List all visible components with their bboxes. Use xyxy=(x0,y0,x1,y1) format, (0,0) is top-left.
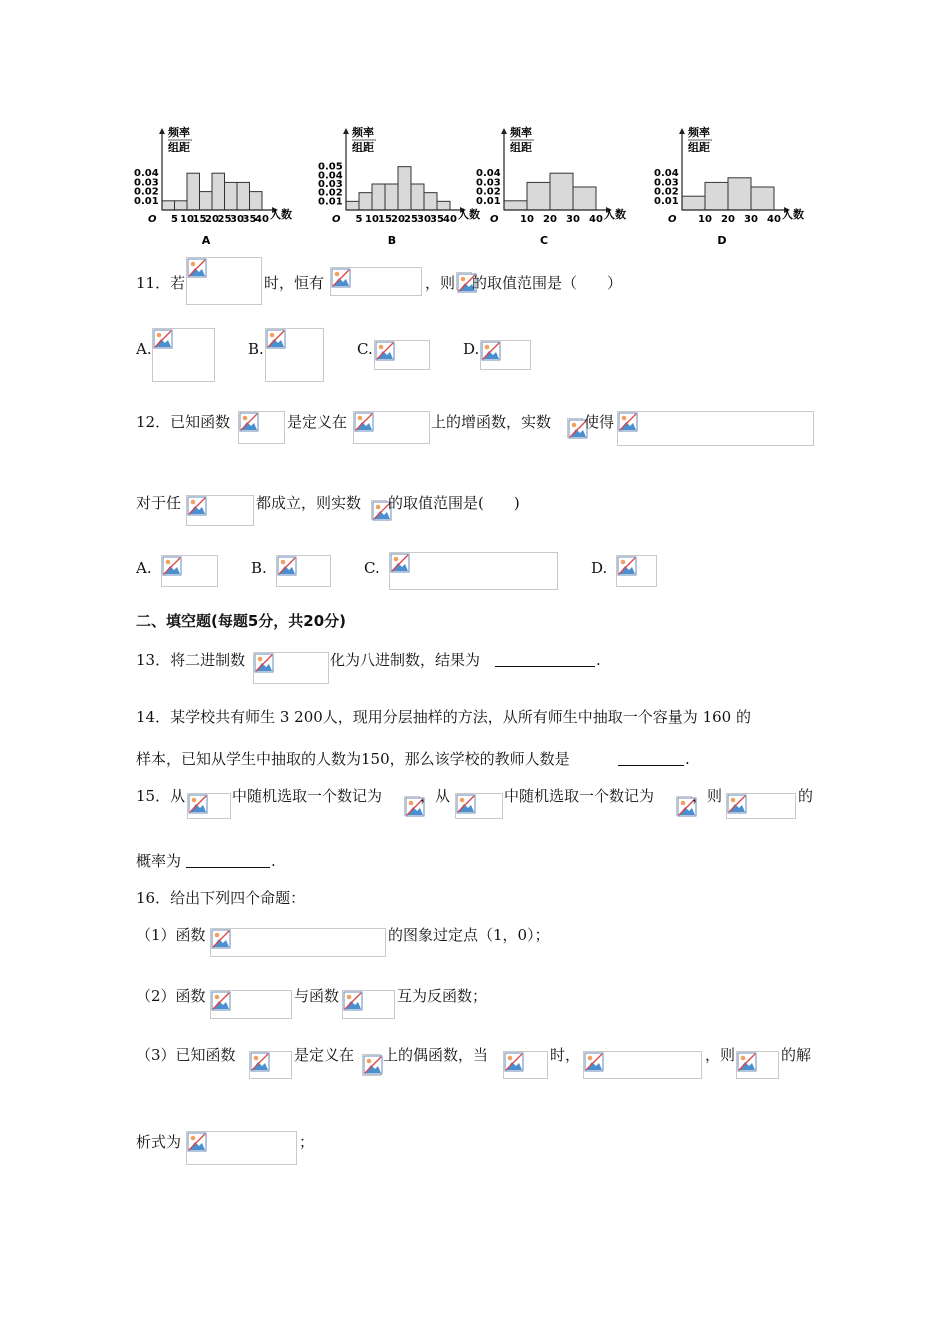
q16-p1-a: （1）函数 xyxy=(136,926,206,944)
formula-image xyxy=(276,555,331,587)
x-tick-label: 20 xyxy=(543,214,557,225)
q11-option-d: D. xyxy=(463,340,480,358)
y-axis-arrow xyxy=(501,128,507,134)
q13-text-1: 化为八进制数，结果为 xyxy=(330,651,481,669)
formula-image xyxy=(371,500,387,520)
broken-image-icon xyxy=(211,929,231,949)
histogram-bar xyxy=(372,184,385,210)
histogram-a xyxy=(128,120,298,250)
formula-image xyxy=(726,793,796,819)
q12-text-6: 的取值范围是( ) xyxy=(388,494,520,512)
formula-image xyxy=(455,793,503,819)
histogram-bar xyxy=(728,178,751,210)
histogram-bar xyxy=(705,182,728,210)
q15-text-4: ，则 xyxy=(692,787,723,805)
broken-image-icon xyxy=(187,258,207,278)
y-axis-label: 频率 xyxy=(688,126,710,139)
formula-image xyxy=(374,340,430,370)
chart-letter: D xyxy=(717,234,727,247)
q16-p2-c: 互为反函数； xyxy=(397,987,488,1005)
answer-blank xyxy=(618,751,684,766)
q14-line-2: 样本，已知从学生中抽取的人数为150，那么该学校的教师人数是 xyxy=(136,750,570,768)
broken-image-icon xyxy=(584,1052,604,1072)
formula-image xyxy=(389,552,558,590)
x-tick-label: 20 xyxy=(391,214,405,225)
y-tick-label: 0.02 xyxy=(134,186,159,198)
formula-image xyxy=(404,796,420,816)
q12-option-c: C. xyxy=(364,559,380,577)
q15-text-1: 中随机选取一个数记为 xyxy=(232,787,383,805)
broken-image-icon xyxy=(618,412,638,432)
q16-p3-g: 析式为 xyxy=(136,1133,182,1151)
broken-image-icon xyxy=(375,341,395,361)
q16-p2-b: 与函数 xyxy=(294,987,340,1005)
formula-image xyxy=(342,990,395,1019)
q16-p3-a: （3）已知函数 xyxy=(136,1046,236,1064)
formula-image xyxy=(617,411,814,446)
y-axis-label: 组距 xyxy=(688,141,710,154)
x-tick-label: 10 xyxy=(520,214,534,225)
histogram-bar xyxy=(225,182,238,210)
x-tick-label: 15 xyxy=(192,214,207,225)
histogram-bar xyxy=(424,193,437,210)
y-axis-label: 频率 xyxy=(510,126,532,139)
histogram-bar xyxy=(162,201,175,210)
formula-image xyxy=(210,990,292,1019)
x-tick-label: 20 xyxy=(205,214,219,225)
x-tick-label: 35 xyxy=(242,214,257,225)
y-axis-label: 频率 xyxy=(168,126,190,139)
y-axis-label: 组距 xyxy=(168,141,190,154)
q13-end: . xyxy=(596,651,601,669)
y-tick-label: 0.02 xyxy=(654,186,679,198)
q11-text-2: ，则 xyxy=(425,274,456,292)
formula-image xyxy=(330,267,422,296)
section-heading: 二、填空题(每题5分，共20分) xyxy=(136,612,347,630)
formula-image xyxy=(249,1051,292,1079)
histogram-bar xyxy=(411,184,424,210)
origin-label: O xyxy=(668,214,677,225)
q15-end: . xyxy=(271,852,276,870)
formula-image xyxy=(480,340,531,370)
chart-letter: A xyxy=(201,234,211,247)
x-tick-label: 40 xyxy=(443,214,457,225)
histogram-c xyxy=(476,120,636,250)
histogram-bar xyxy=(573,187,596,210)
broken-image-icon xyxy=(277,556,297,576)
x-tick-label: 10 xyxy=(698,214,712,225)
histogram-bar xyxy=(682,196,705,210)
broken-image-icon xyxy=(363,1055,383,1075)
q16-p3-d: 时， xyxy=(550,1046,581,1064)
histogram-bar xyxy=(200,192,213,210)
x-tick-label: 5 xyxy=(355,214,363,225)
formula-image xyxy=(210,928,386,957)
broken-image-icon xyxy=(354,412,374,432)
histogram-c-svg xyxy=(476,120,636,250)
x-axis-label: 人数 xyxy=(782,208,804,221)
histogram-bar xyxy=(175,201,188,210)
formula-image xyxy=(503,1051,548,1079)
histogram-b-svg xyxy=(318,120,488,250)
y-tick-label: 0.02 xyxy=(476,186,501,198)
x-tick-label: 30 xyxy=(417,214,431,225)
q16-title: 16．给出下列四个命题： xyxy=(136,889,306,907)
q12-text-4: 对于任 xyxy=(136,494,182,512)
y-axis-arrow xyxy=(159,128,165,134)
x-tick-label: 35 xyxy=(430,214,444,225)
formula-image xyxy=(567,418,583,438)
formula-image xyxy=(152,328,215,382)
origin-label: O xyxy=(490,214,499,225)
formula-image xyxy=(362,1054,381,1076)
x-tick-label: 25 xyxy=(404,214,418,225)
x-axis-label: 人数 xyxy=(458,208,480,221)
formula-image xyxy=(238,411,285,444)
histogram-bar xyxy=(437,201,450,210)
y-tick-label: 0.04 xyxy=(134,168,159,180)
broken-image-icon xyxy=(481,341,501,361)
y-tick-label: 0.02 xyxy=(318,187,343,199)
x-tick-label: 15 xyxy=(378,214,392,225)
x-axis-label: 人数 xyxy=(604,208,626,221)
broken-image-icon xyxy=(343,991,363,1011)
q16-p3-c: 上的偶函数，当 xyxy=(383,1046,489,1064)
histogram-bar xyxy=(346,201,359,210)
x-axis-label: 人数 xyxy=(270,208,292,221)
y-axis-label: 组距 xyxy=(352,141,374,154)
x-tick-label: 20 xyxy=(721,214,735,225)
q11-option-c: C. xyxy=(357,340,373,358)
q15-text-2: ，从 xyxy=(420,787,451,805)
q15-text-6: 概率为 xyxy=(136,852,182,870)
histogram-d xyxy=(650,120,810,250)
histogram-d-svg xyxy=(650,120,810,250)
q11-option-a: A. xyxy=(136,340,152,358)
q16-p3-b: 是定义在 xyxy=(294,1046,355,1064)
broken-image-icon xyxy=(188,794,208,814)
histogram-bar xyxy=(385,184,398,210)
histogram-bar xyxy=(359,193,372,210)
origin-label: O xyxy=(332,214,341,225)
broken-image-icon xyxy=(737,1052,757,1072)
q12-text-3: 使得 xyxy=(584,413,615,431)
histogram-bar xyxy=(250,192,263,210)
q15-text-3: 中随机选取一个数记为 xyxy=(504,787,655,805)
histogram-bar xyxy=(527,182,550,210)
chart-letter: B xyxy=(387,234,397,247)
formula-image xyxy=(187,793,231,819)
y-tick-label: 0.03 xyxy=(134,177,159,189)
q16-p2-a: （2）函数 xyxy=(136,987,206,1005)
histogram-a-svg xyxy=(128,120,298,250)
broken-image-icon xyxy=(456,794,476,814)
y-tick-label: 0.04 xyxy=(654,168,679,180)
histogram-bar xyxy=(550,173,573,210)
q16-p3-h: ； xyxy=(299,1133,315,1151)
broken-image-icon xyxy=(390,553,410,573)
y-tick-label: 0.01 xyxy=(318,196,343,208)
formula-image xyxy=(186,257,262,305)
x-tick-label: 40 xyxy=(589,214,603,225)
q12-option-a: A. xyxy=(136,559,152,577)
histogram-b xyxy=(318,120,488,250)
formula-image xyxy=(616,555,657,587)
y-tick-label: 0.04 xyxy=(318,170,343,182)
histogram-bar xyxy=(187,173,200,210)
formula-image xyxy=(736,1051,779,1079)
y-axis-label: 频率 xyxy=(352,126,374,139)
y-axis-arrow xyxy=(343,128,349,134)
q12-option-b: B. xyxy=(251,559,267,577)
q14-end: . xyxy=(685,750,690,768)
q11-text-1: 时，恒有 xyxy=(264,274,325,292)
x-tick-label: 25 xyxy=(217,214,232,225)
q12-text-2: 上的增函数，实数 xyxy=(431,413,552,431)
formula-image xyxy=(186,495,254,526)
formula-image xyxy=(456,272,472,290)
y-tick-label: 0.03 xyxy=(654,177,679,189)
broken-image-icon xyxy=(727,794,747,814)
broken-image-icon xyxy=(254,653,274,673)
formula-image xyxy=(253,652,329,684)
broken-image-icon xyxy=(211,991,231,1011)
y-tick-label: 0.01 xyxy=(134,195,159,207)
q16-p3-f: 的解 xyxy=(781,1046,812,1064)
formula-image xyxy=(186,1131,297,1165)
histogram-bar xyxy=(237,182,250,210)
histogram-bar xyxy=(504,201,527,210)
q11-option-b: B. xyxy=(248,340,264,358)
formula-image xyxy=(676,796,692,816)
broken-image-icon xyxy=(617,556,637,576)
q12-option-d: D. xyxy=(591,559,608,577)
y-tick-label: 0.04 xyxy=(476,168,501,180)
q15-number: 15．从 xyxy=(136,787,186,805)
x-tick-label: 30 xyxy=(566,214,580,225)
x-tick-label: 5 xyxy=(171,214,178,225)
y-tick-label: 0.03 xyxy=(476,177,501,189)
q11-number: 11．若 xyxy=(136,274,186,292)
histogram-bar xyxy=(212,173,225,210)
broken-image-icon xyxy=(187,496,207,516)
broken-image-icon xyxy=(153,329,173,349)
y-axis-arrow xyxy=(679,128,685,134)
broken-image-icon xyxy=(266,329,286,349)
x-tick-label: 10 xyxy=(365,214,379,225)
formula-image xyxy=(265,328,324,382)
q12-text-1: 是定义在 xyxy=(287,413,348,431)
y-tick-label: 0.03 xyxy=(318,179,343,190)
histogram-bar xyxy=(398,167,411,210)
answer-blank xyxy=(186,853,270,868)
x-tick-label: 40 xyxy=(255,214,269,225)
q15-text-5: 的 xyxy=(798,787,814,805)
broken-image-icon xyxy=(504,1052,524,1072)
origin-label: O xyxy=(148,214,157,225)
y-tick-label: 0.05 xyxy=(318,161,343,173)
x-tick-label: 30 xyxy=(744,214,758,225)
broken-image-icon xyxy=(187,1132,207,1152)
chart-letter: C xyxy=(539,234,549,247)
broken-image-icon xyxy=(162,556,182,576)
q12-text-5: 都成立，则实数 xyxy=(256,494,362,512)
q11-text-3: 的取值范围是（ ） xyxy=(472,274,623,292)
q13-number: 13．将二进制数 xyxy=(136,651,246,669)
formula-image xyxy=(353,411,430,444)
formula-image xyxy=(583,1051,702,1079)
answer-blank xyxy=(495,652,595,667)
broken-image-icon xyxy=(250,1052,270,1072)
y-tick-label: 0.01 xyxy=(476,195,501,207)
q12-number: 12．已知函数 xyxy=(136,413,231,431)
x-tick-label: 40 xyxy=(767,214,781,225)
q14-line-1: 14．某学校共有师生 3 200人，现用分层抽样的方法，从所有师生中抽取一个容量为 160 的 xyxy=(136,708,751,726)
y-axis-label: 组距 xyxy=(510,141,532,154)
broken-image-icon xyxy=(331,268,351,288)
x-tick-label: 10 xyxy=(180,214,194,225)
broken-image-icon xyxy=(239,412,259,432)
q16-p3-e: ，则 xyxy=(705,1046,736,1064)
histogram-bar xyxy=(751,187,774,210)
x-tick-label: 30 xyxy=(230,214,244,225)
q16-p1-b: 的图象过定点（1，0）； xyxy=(388,926,550,944)
y-tick-label: 0.01 xyxy=(654,195,679,207)
formula-image xyxy=(161,555,218,587)
